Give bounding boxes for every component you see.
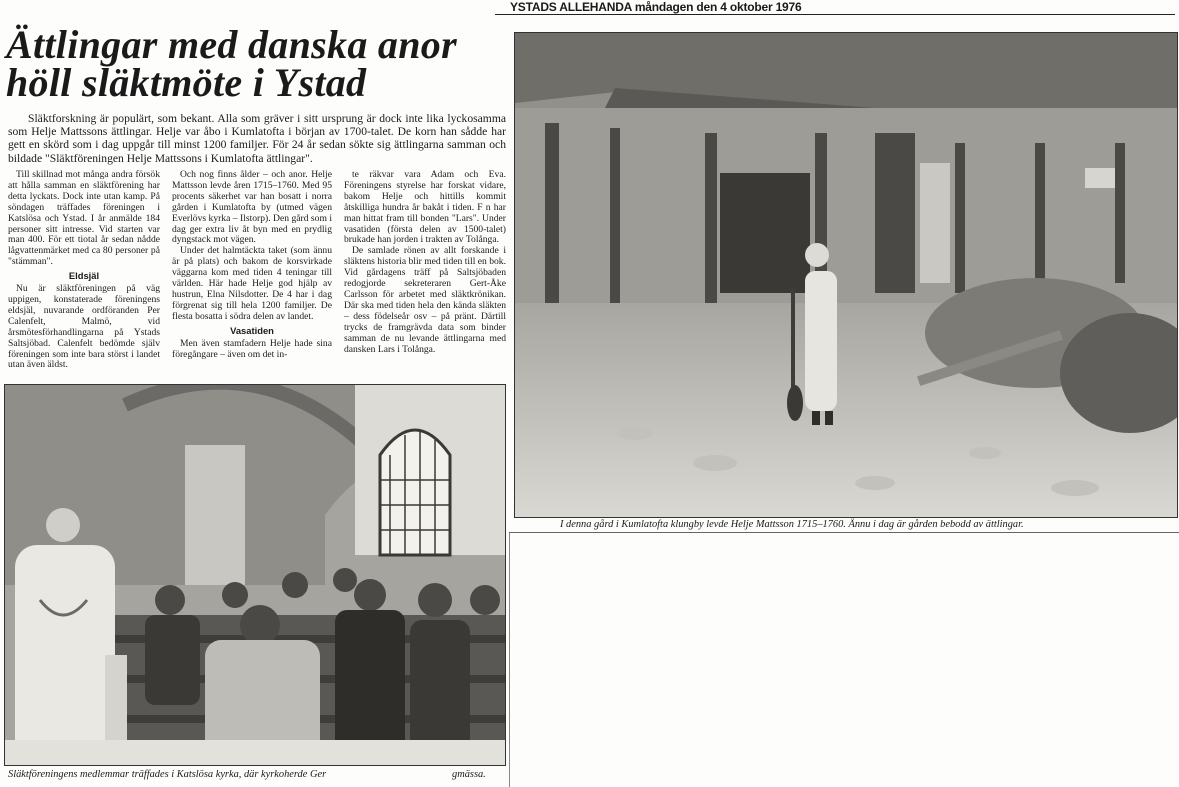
column-divider [509,532,510,787]
article-column-3 [344,170,506,355]
subheading-eldsjal: Eldsjäl [68,270,100,282]
column1-paragraph-2: Nu är släktföreningen på väg uppigen, konstaterade föreningens eldsjäl, nuvarande ordföranden Per Calenfelt, Malmö, vid årsmötesförhandlingarna på Ystads Saltsjöbad. Calenfelt bedömde själv föreningen som inte bara störst i landet utan även äldst. [8,283,160,371]
lead-paragraph: Släktforskning är populärt, som bekant. Alla som gräver i sitt ursprung är dock inte lika lyckosamma som Helje Mattssons ättlingar. Helje var åbo i Kumlatofta i början av 1700-talet. De korn han sådde har gett en skörd som i dag uppgår till minst 1200 familjer. För 24 år sedan sökte sig ättlingarna samman och bildade "Släktföreningen Helje Mattssons i Kumlatofta ättlingar". [8,112,506,165]
subheading-vasatiden: Vasatiden [230,324,274,336]
section-divider [509,532,1179,533]
farm-photo [514,32,1178,518]
column3-paragraph-2: De samlade rönen av allt forskande i släktens historia blir med tiden till en bok. Vid gårdagens träff på Saltsjöbaden redogjorde sekreteraren Gert-Åke Carlsson för arbetet med släktkrönikan. Där ska med tiden hela den kända släkten – dess födelseår osv – på pränt. Därtill trycks de framgrävda data som binder samman de nu levande ättlingarna med dansken Lars i Tolånga. [344,245,507,355]
church-photo [4,384,506,766]
article-column-2 [172,170,332,360]
headline [6,22,506,105]
church-photo-image [5,385,505,765]
farm-photo-caption: I denna gård i Kumlatofta klungby levde Helje Mattsson 1715–1760. Ännu i dag är gården bebodd av ättlingar. [560,519,1024,530]
column2-paragraph-2: Under det halmtäckta taket (som ännu är på plats) och bakom de korsvirkade väggarna kom med tiden 4 teningar till världen. Här hade Helje god hjälp av hustrun, Elna Nilsdotter. De 4 har i dag förgrenat sig till hela 1200 familjer. De flesta bosatta i södra delen av landet. [172,245,332,322]
church-photo-caption: Släktföreningens medlemmar träffades i Katslösa kyrka, där kyrkoherde Ger [8,769,327,780]
masthead-rule [495,14,1175,15]
headline-line-2: höll släktmöte i Ystad [6,60,367,105]
column2-paragraph-3: Men även stamfadern Helje hade sina föregångare – även om det in- [172,337,332,360]
column1-paragraph-1: Till skillnad mot många andra försök att hålla samman en släktförening har detta lyckats. Dock inte utan kamp. På söndagen träffades föreningen i Katslösa och Ystad. I år anmälde 184 personer sitt intresse. Vid starten var man 400. För ett tiotal år sedan nådde lågvattenmärket med ca 80 personer på "stämman". [8,169,160,268]
column2-paragraph-1: Och nog finns ålder – och anor. Helje Mattsson levde åren 1715–1760. Med 95 procents säkerhet var han bosatt i norra gården i Kumlatofta by (utmed vägen Everlövs kyrka – Ilstorp). Den gård som i dag ger extra liv åt byn med en prydlig dyngstack mot vägen. [172,169,332,246]
column3-paragraph-1: te räkvar vara Adam och Eva. Föreningens styrelse har forskat vidare, bakom Helje och hittills kommit åtskilliga hundra år bakåt i tiden. F n har man hittat fram till bonden "Lars". Under vasatiden (första delen av 1500-talet) brukade han jorden i trakten av Tolånga. [344,169,506,246]
headline-line-1: Ättlingar med danska anor [6,22,457,67]
farm-photo-image [515,33,1177,517]
church-photo-caption-end: gmässa. [452,769,486,780]
article-column-1 [8,170,160,371]
masthead: YSTADS ALLEHANDA måndagen den 4 oktober 1976 [510,0,802,14]
